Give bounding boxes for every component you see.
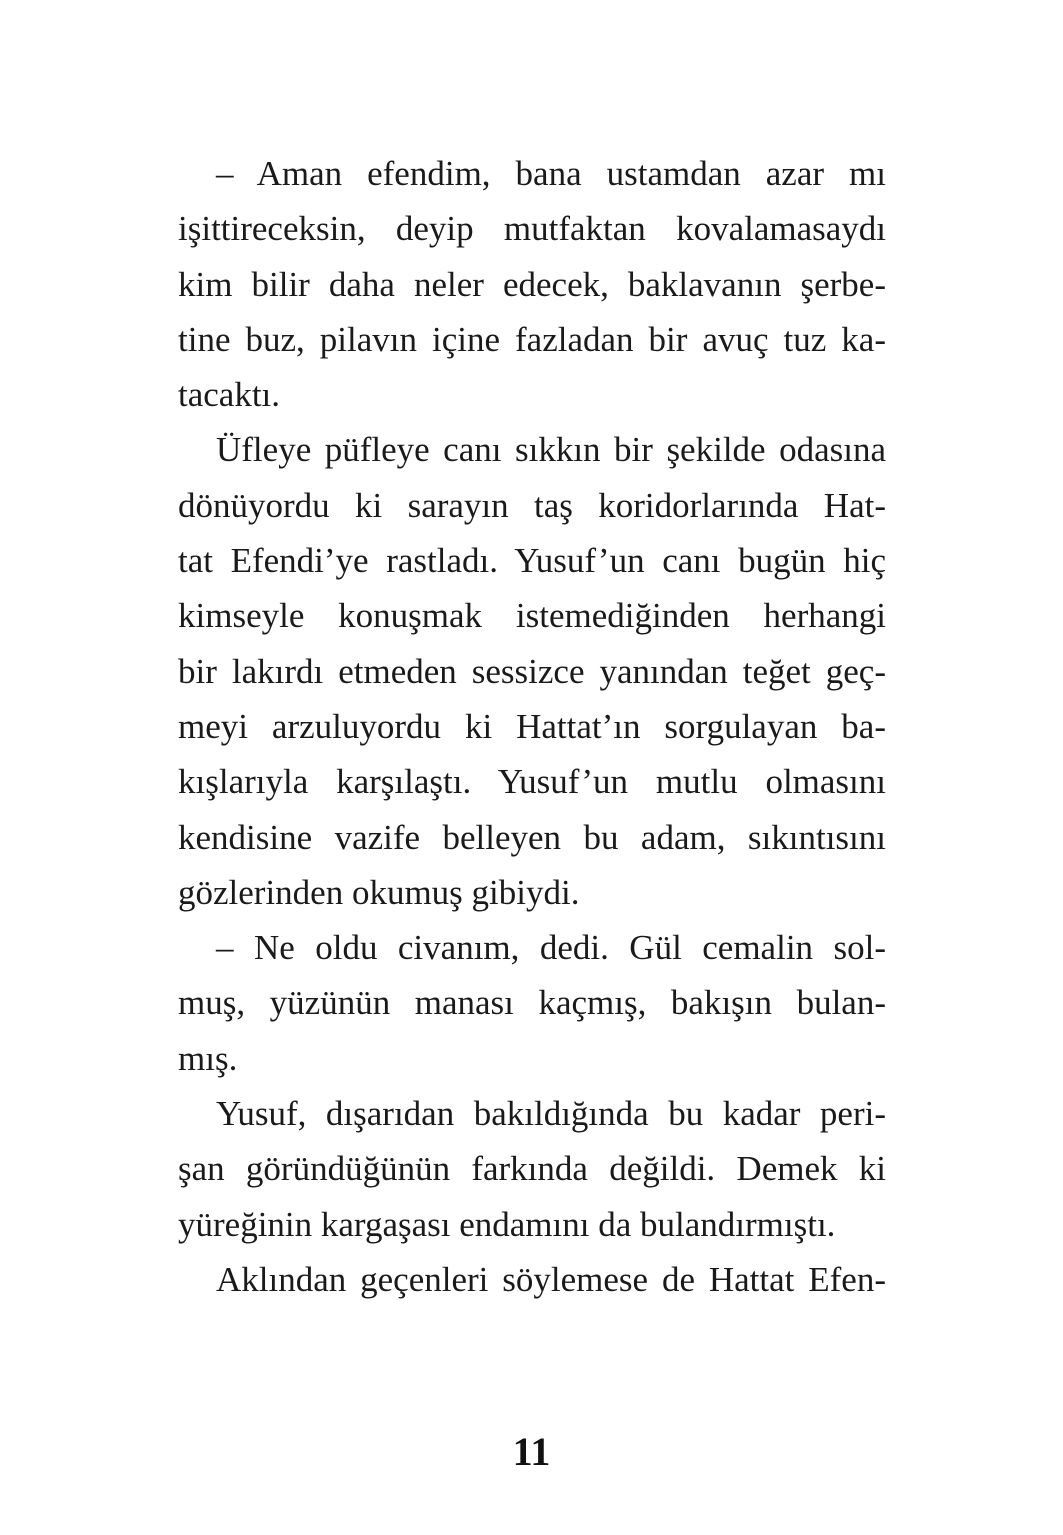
text-line: Üfleye püfleye canı sıkkın bir şekilde odasına [216, 430, 886, 470]
text-line: yüreğinin kargaşası endamını da bulandırmıştı. [178, 1204, 836, 1244]
text-line: meyi arzuluyordu ki Hattat’ın sorgulayan ba- [178, 706, 886, 746]
text-line: – Ne oldu civanım, dedi. Gül cemalin sol- [216, 928, 886, 968]
page-number: 11 [512, 1429, 551, 1474]
text-line: Yusuf, dışarıdan bakıldığında bu kadar peri- [216, 1094, 886, 1134]
text-line: dönüyordu ki sarayın taş koridorlarında Hat- [178, 485, 886, 525]
text-line: Aklından geçenleri söylemese de Hattat Efen- [216, 1259, 886, 1299]
paragraph-3 [178, 920, 886, 1086]
text-line: bir lakırdı etmeden sessizce yanından teğet geç- [178, 651, 886, 691]
text-line: kim bilir daha neler edecek, baklavanın şerbe- [178, 264, 886, 304]
text-line: işittireceksin, deyip mutfaktan kovalamasaydı [178, 209, 886, 249]
body-text [178, 146, 886, 1307]
text-line: muş, yüzünün manası kaçmış, bakışın bulan- [178, 983, 886, 1023]
text-line: mış. [178, 1038, 238, 1078]
text-line: – Aman efendim, bana ustamdan azar mı [216, 154, 886, 193]
text-line: tacaktı. [178, 375, 281, 415]
text-line: kendisine vazife belleyen bu adam, sıkıntısını [178, 817, 886, 857]
paragraph-2 [178, 422, 886, 920]
paragraph-1 [178, 146, 886, 422]
paragraph-4 [178, 1086, 886, 1252]
text-line: tat Efendi’ye rastladı. Yusuf’un canı bugün hiç [178, 541, 886, 581]
text-line: gözlerinden okumuş gibiydi. [178, 872, 580, 912]
text-line: şan göründüğünün farkında değildi. Demek ki [178, 1149, 886, 1189]
text-line: tine buz, pilavın içine fazladan bir avuç tuz ka- [178, 319, 886, 359]
text-line: kışlarıyla karşılaştı. Yusuf’un mutlu olmasını [178, 762, 886, 802]
text-line: kimseyle konuşmak istemediğinden herhangi [178, 596, 886, 636]
paragraph-5 [178, 1252, 886, 1307]
